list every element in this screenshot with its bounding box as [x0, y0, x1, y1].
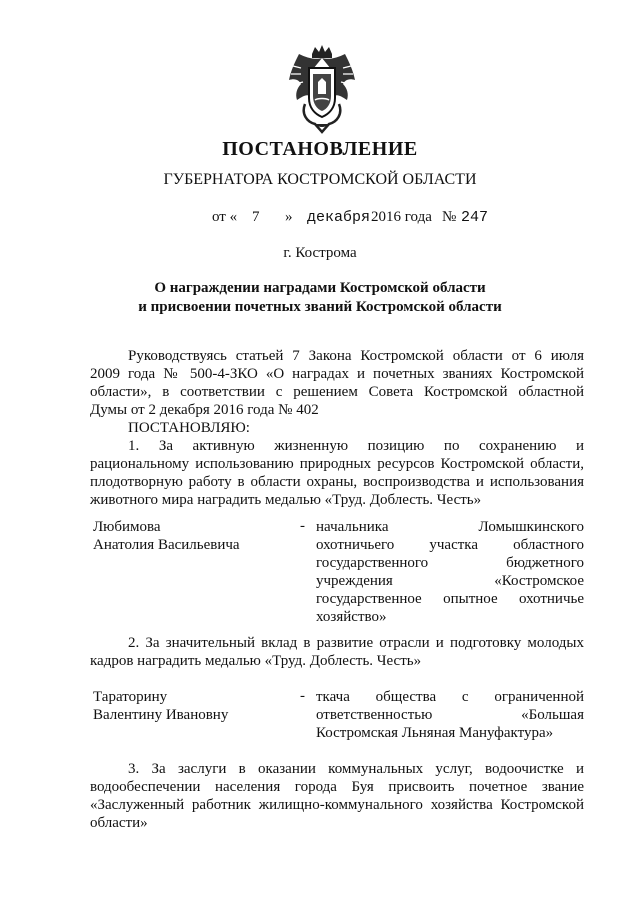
awardee-dash: -	[300, 518, 305, 534]
number-label: №	[442, 209, 457, 225]
paragraph-line: Думы от 2 декабря 2016 года № 402	[90, 402, 319, 418]
preamble-paragraph	[90, 347, 584, 437]
paragraph-line: рациональному использованию природных ресурсов Костромской области,	[90, 456, 584, 472]
description-line: учреждения «Костромское	[316, 573, 584, 589]
item-2-paragraph	[90, 634, 584, 670]
awardee-given-names: Валентину Ивановну	[93, 707, 229, 723]
paragraph-line: плодотворную работу в области охраны, воспроизводства и использования	[90, 474, 584, 490]
paragraph-line: водообеспечении населения города Буя присвоить почетное звание	[90, 779, 584, 795]
awardee-2-description	[316, 688, 584, 742]
paragraph-line: 3. За заслуги в оказании коммунальных услуг, водоочистке и	[128, 761, 584, 777]
document-title: ПОСТАНОВЛЕНИЕ	[222, 138, 418, 160]
paragraph-line: области», в соответствии с решением Совета Костромской областной	[90, 384, 584, 400]
date-year: 2016 года	[371, 209, 432, 225]
paragraph-line: «Заслуженный работник жилищно-коммунального хозяйства Костромской	[90, 797, 584, 813]
paragraph-line: Руководствуясь статьей 7 Закона Костромской области от 6 июля	[128, 348, 584, 364]
paragraph-line: области»	[90, 815, 148, 831]
item-3-paragraph	[90, 760, 584, 832]
date-month: декабря	[307, 209, 371, 226]
paragraph-line: 2009 года № 500-4-ЗКО «О наградах и почетных званиях Костромской	[90, 366, 584, 382]
date-prefix: от «	[212, 209, 238, 225]
date-day: 7	[252, 209, 260, 225]
awardee-dash: -	[300, 688, 305, 704]
document-number: 247	[461, 209, 489, 226]
paragraph-line: животного мира наградить медалью «Труд. Доблесть. Честь»	[90, 492, 482, 508]
document-heading	[0, 279, 640, 317]
awardee-2-name	[93, 688, 228, 724]
description-line: начальника Ломышкинского	[316, 519, 584, 535]
heading-line: О награждении наградами Костромской области	[154, 280, 486, 296]
decree-word: ПОСТАНОВЛЯЮ:	[128, 420, 250, 436]
awardee-surname: Тараторину	[93, 689, 168, 705]
heading-line: и присвоении почетных званий Костромской области	[138, 299, 502, 315]
date-close-quote: »	[285, 209, 293, 225]
description-line: хозяйство»	[316, 609, 387, 625]
awardee-1-description	[316, 518, 584, 626]
description-line: государственное опытное охотничье	[316, 591, 584, 607]
description-line: Костромская Льняная Мануфактура»	[316, 725, 554, 741]
description-line: охотничьего участка областного	[316, 537, 584, 553]
paragraph-line: 1. За активную жизненную позицию по сохранению и	[128, 438, 584, 454]
description-line: государственного бюджетного	[316, 555, 584, 571]
description-line: ответственностью «Большая	[316, 707, 584, 723]
item-1-paragraph	[90, 437, 584, 509]
awardee-1-name	[93, 518, 240, 554]
city: г. Кострома	[283, 245, 357, 261]
paragraph-line: 2. За значительный вклад в развитие отрасли и подготовку молодых	[128, 635, 584, 651]
coat-of-arms-icon	[285, 44, 359, 136]
description-line: ткача общества с ограниченной	[316, 689, 584, 705]
paragraph-line: кадров наградить медалью «Труд. Доблесть. Честь»	[90, 653, 422, 669]
awardee-given-names: Анатолия Васильевича	[93, 537, 240, 553]
document-issuer: ГУБЕРНАТОРА КОСТРОМСКОЙ ОБЛАСТИ	[163, 171, 477, 188]
awardee-surname: Любимова	[93, 519, 161, 535]
